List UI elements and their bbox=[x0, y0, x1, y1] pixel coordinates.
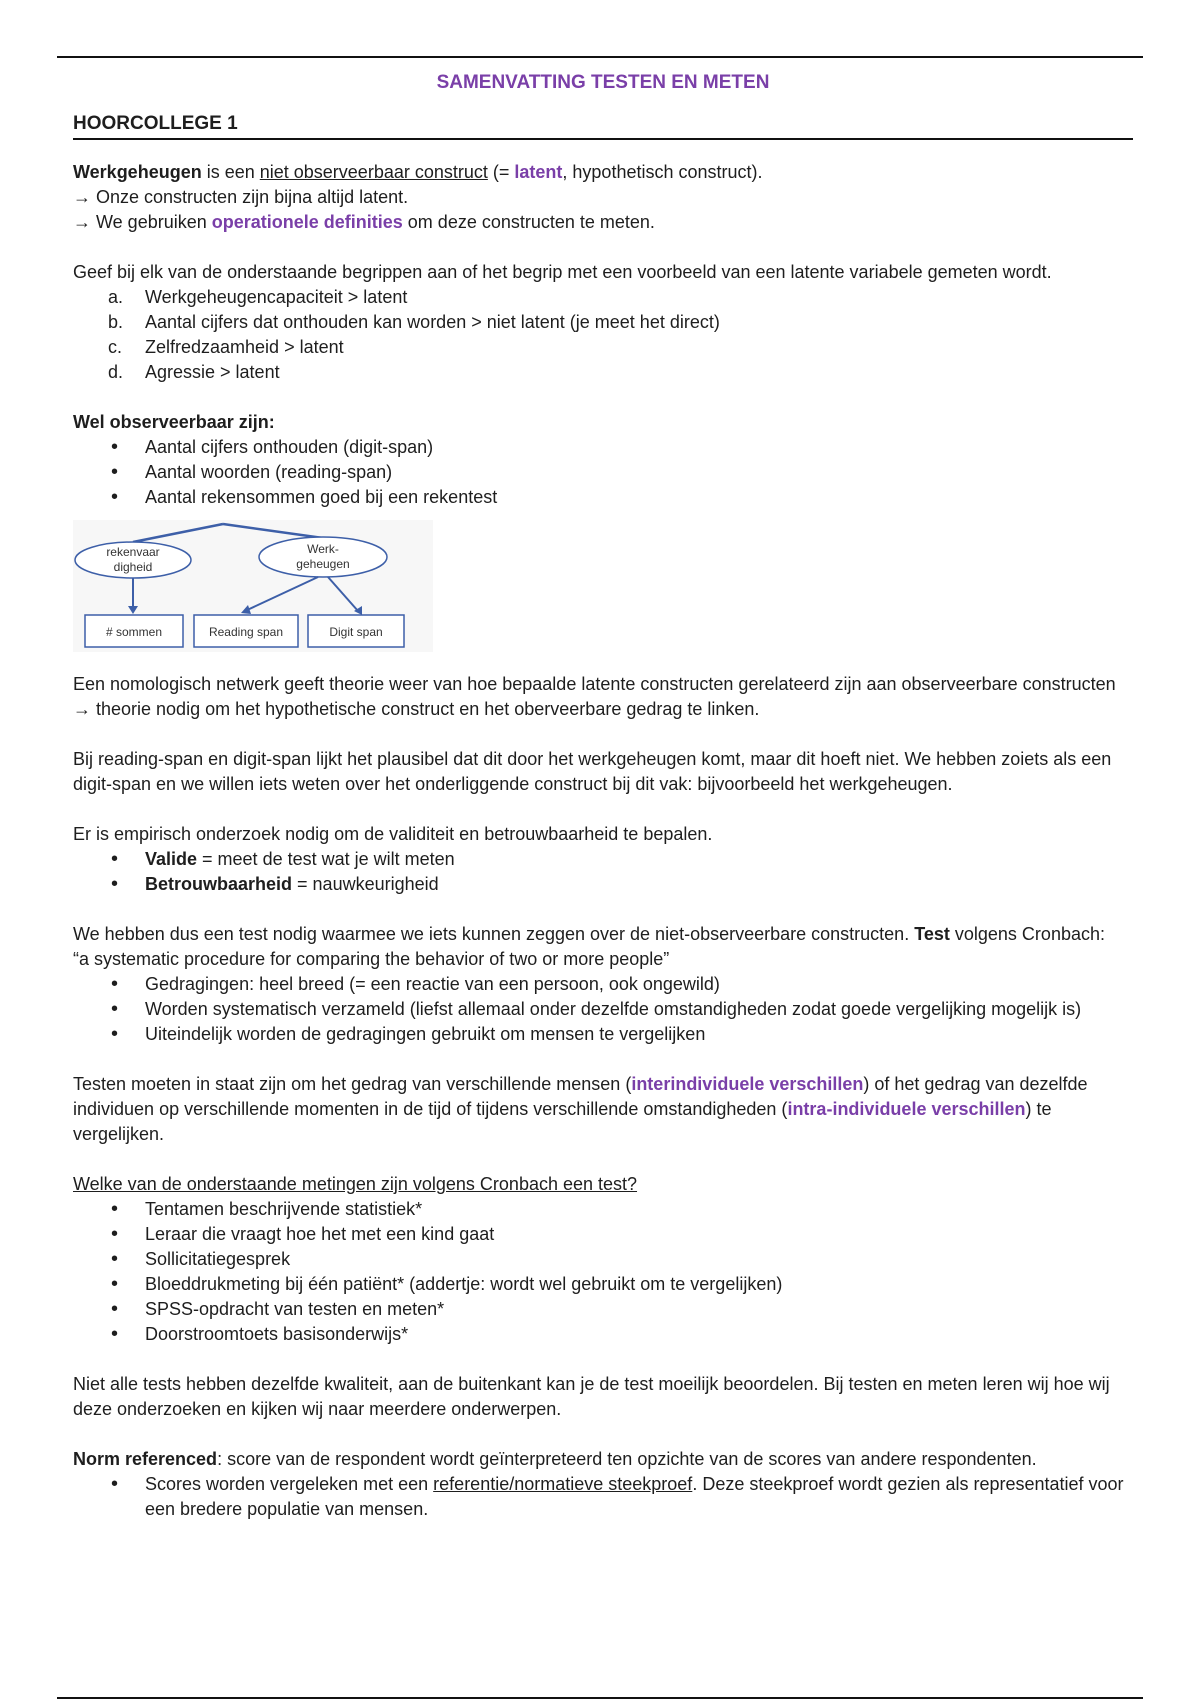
quality-paragraph: Niet alle tests hebben dezelfde kwaliteit, aan de buitenkant kan je de test moeilijk beoordelen. Bij testen en meten leren wij hoe wij deze onderzoeken en kijken wij naar meerdere onderwerpen. bbox=[73, 1374, 1110, 1419]
box-label: # sommen bbox=[105, 625, 163, 639]
nomological-line-2: → theorie nodig om het hypothetische construct en het oberveerbare gedrag te linken. bbox=[73, 699, 760, 719]
cronbach-text: We hebben dus een test nodig waarmee we iets kunnen zeggen over de niet-observeerbare constructen. bbox=[73, 924, 915, 944]
nomological-line-1: Een nomologisch netwerk geeft theorie weer van hoe bepaalde latente constructen gerelateerd zijn aan observeerbare constructen bbox=[73, 674, 1116, 694]
list-item-text: = nauwkeurigheid bbox=[292, 874, 439, 894]
intro-definition bbox=[73, 160, 1133, 185]
question-1-list bbox=[73, 285, 1133, 385]
observable-list bbox=[73, 435, 1133, 510]
cronbach-quote: “a systematic procedure for comparing the behavior of two or more people” bbox=[73, 949, 670, 969]
list-item bbox=[73, 1472, 1133, 1522]
intro-text: → We gebruiken bbox=[73, 212, 212, 232]
top-rule bbox=[57, 56, 1143, 58]
list-item: • Sollicitatiegesprek bbox=[73, 1247, 1133, 1272]
intro-text: is een bbox=[201, 162, 260, 182]
list-item-text: Agressie > latent bbox=[145, 362, 280, 382]
differences-paragraph bbox=[73, 1072, 1133, 1147]
observable-heading: Wel observeerbaar zijn: bbox=[73, 412, 275, 432]
differences-text: ) of het gedrag van dezelfde individuen op verschillende momenten in de tijd of tijdens verschillende omstandigheden ( bbox=[73, 1074, 1088, 1119]
list-marker: a. bbox=[108, 287, 124, 307]
cronbach-paragraph bbox=[73, 922, 1133, 947]
term-valide: Valide bbox=[145, 849, 198, 869]
list-marker: c. bbox=[108, 337, 123, 357]
list-item bbox=[73, 847, 1133, 872]
list-item bbox=[73, 285, 1133, 310]
intro-arrow-2 bbox=[73, 210, 1133, 235]
intro-text: (= bbox=[487, 162, 515, 182]
question-2-list bbox=[73, 1197, 1133, 1347]
span-paragraph: Bij reading-span en digit-span lijkt het plausibel dat dit door het werkgeheugen komt, maar dit hoeft niet. We hebben zoiets als een digit-span en we willen iets weten over het onderliggende construct bij dit vak: bijvoorbeeld het werkgeheugen. bbox=[73, 749, 1112, 794]
list-item bbox=[73, 310, 1133, 335]
list-item: • Worden systematisch verzameld (liefst allemaal onder dezelfde omstandigheden zodat goede vergelijking mogelijk is) bbox=[73, 997, 1133, 1022]
list-item-text: = meet de test wat je wilt meten bbox=[197, 849, 455, 869]
list-item: • Tentamen beschrijvende statistiek* bbox=[73, 1197, 1133, 1222]
list-item: • Bloeddrukmeting bij één patiënt* (addertje: wordt wel gebruikt om te vergelijken) bbox=[73, 1272, 1133, 1297]
list-item: • Aantal cijfers onthouden (digit-span) bbox=[73, 435, 1133, 460]
question-2: Welke van de onderstaande metingen zijn volgens Cronbach een test? bbox=[73, 1174, 638, 1194]
document-page bbox=[73, 70, 1133, 1522]
term-werkgeheugen: Werkgeheugen bbox=[73, 162, 202, 182]
list-item: • Aantal woorden (reading-span) bbox=[73, 460, 1133, 485]
list-item: • Aantal rekensommen goed bij een rekentest bbox=[73, 485, 1133, 510]
differences-text: Testen moeten in staat zijn om het gedrag van verschillende mensen ( bbox=[73, 1074, 632, 1094]
node-label: rekenvaar bbox=[106, 545, 160, 559]
list-item bbox=[73, 872, 1133, 897]
cronbach-text: volgens Cronbach: bbox=[949, 924, 1105, 944]
term-intra-individuele-verschillen: intra-individuele verschillen bbox=[787, 1099, 1026, 1119]
intro-arrow-1: → Onze constructen zijn bijna altijd latent. bbox=[73, 187, 409, 207]
node-label: geheugen bbox=[296, 557, 350, 571]
list-item: • Leraar die vraagt hoe het met een kind gaat bbox=[73, 1222, 1133, 1247]
list-item bbox=[73, 360, 1133, 385]
norm-text: : score van de respondent wordt geïnterpreteerd ten opzichte van de scores van andere respondenten. bbox=[217, 1449, 1037, 1469]
term-norm-referenced: Norm referenced bbox=[73, 1449, 218, 1469]
document-title: SAMENVATTING TESTEN EN METEN bbox=[436, 72, 770, 93]
list-marker: d. bbox=[108, 362, 124, 382]
list-item bbox=[73, 335, 1133, 360]
list-item: • SPSS-opdracht van testen en meten* bbox=[73, 1297, 1133, 1322]
term-test: Test bbox=[914, 924, 950, 944]
list-item-text: Werkgeheugencapaciteit > latent bbox=[145, 287, 408, 307]
box-label: Reading span bbox=[208, 625, 284, 639]
list-item-text: Zelfredzaamheid > latent bbox=[145, 337, 344, 357]
cronbach-list bbox=[73, 972, 1133, 1047]
empirical-list bbox=[73, 847, 1133, 897]
empirical-text: Er is empirisch onderzoek nodig om de validiteit en betrouwbaarheid te bepalen. bbox=[73, 824, 713, 844]
box-label: Digit span bbox=[329, 625, 383, 639]
list-item-text: Aantal cijfers dat onthouden kan worden > niet latent (je meet het direct) bbox=[145, 312, 720, 332]
list-marker: b. bbox=[108, 312, 124, 332]
section-heading: HOORCOLLEGE 1 bbox=[73, 111, 1133, 140]
intro-text: , hypothetisch construct). bbox=[562, 162, 763, 182]
bottom-rule bbox=[57, 1697, 1143, 1699]
norm-text: Scores worden vergeleken met een bbox=[145, 1474, 434, 1494]
node-label: digheid bbox=[113, 560, 153, 574]
term-normatieve-steekproef: referentie/normatieve steekproef bbox=[433, 1474, 693, 1494]
list-item: • Doorstroomtoets basisonderwijs* bbox=[73, 1322, 1133, 1347]
term-interindividuele-verschillen: interindividuele verschillen bbox=[631, 1074, 864, 1094]
norm-text: . Deze steekproef wordt gezien als representatief voor een bredere populatie van mensen. bbox=[145, 1474, 1124, 1519]
norm-paragraph bbox=[73, 1447, 1133, 1472]
nomological-network-diagram bbox=[73, 520, 433, 652]
list-item: • Gedragingen: heel breed (= een reactie van een persoon, ook ongewild) bbox=[73, 972, 1133, 997]
term-latent: latent bbox=[514, 162, 563, 182]
norm-list bbox=[73, 1472, 1133, 1522]
list-item: • Uiteindelijk worden de gedragingen gebruikt om mensen te vergelijken bbox=[73, 1022, 1133, 1047]
term-operationele-definities: operationele definities bbox=[211, 212, 403, 232]
term-construct: niet observeerbaar construct bbox=[259, 162, 488, 182]
term-betrouwbaarheid: Betrouwbaarheid bbox=[145, 874, 293, 894]
differences-text: ) te vergelijken. bbox=[73, 1099, 1052, 1144]
intro-text: om deze constructen te meten. bbox=[402, 212, 655, 232]
question-1: Geef bij elk van de onderstaande begrippen aan of het begrip met een voorbeeld van een latente variabele gemeten wordt. bbox=[73, 262, 1052, 282]
node-label: Werk- bbox=[307, 542, 339, 556]
